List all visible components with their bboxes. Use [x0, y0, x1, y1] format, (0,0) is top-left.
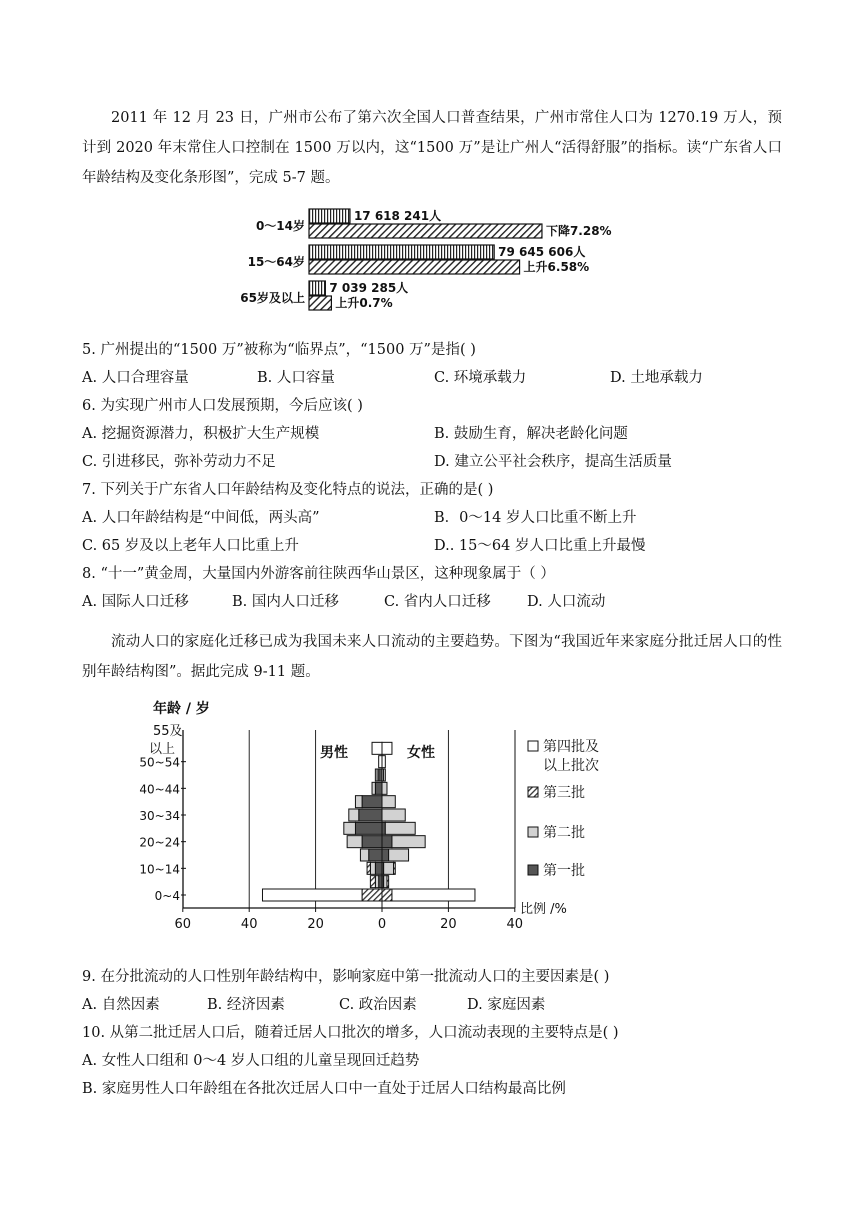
qa-options-row — [82, 451, 782, 473]
bar-female-2-1 — [387, 876, 389, 888]
legend-label-2: 第三批 — [543, 785, 585, 801]
qb-options-row — [82, 994, 782, 1016]
value-label-1: 79 645 606人 — [498, 245, 586, 259]
y-tick-label-55-plus-line2: 以上 — [149, 742, 176, 757]
qa-option-0-3[interactable]: D. 土地承载力 — [610, 370, 703, 386]
bar-male-0-8 — [375, 782, 382, 794]
qa-option-3-2[interactable]: C. 省内人口迁移 — [384, 594, 491, 610]
x-tick-label: 40 — [506, 917, 524, 932]
bar-male-1-8 — [372, 782, 375, 794]
y-axis-title: 年龄 / 岁 — [153, 701, 210, 717]
qa-option-0-0[interactable]: A. 人口合理容量 — [82, 370, 189, 386]
qa-option-2-0[interactable]: A. 人口年龄结构是“中间低，两头高” — [82, 510, 320, 526]
legend-label-3: 第四批及 — [543, 739, 599, 755]
qb-option-0-1[interactable]: B. 经济因素 — [207, 997, 285, 1013]
bar-female-2-0 — [382, 889, 392, 901]
qa-options-row — [82, 591, 782, 613]
qb-option-1-1[interactable]: B. 家庭男性人口年龄组在各批次迁居人口中一直处于迁居人口结构最高比例 — [82, 1081, 566, 1097]
age-structure-bar-chart — [0, 0, 860, 310]
y-tick-label: 20~24 — [139, 835, 180, 850]
bar-male-0-6 — [359, 809, 382, 821]
qa-option-3-0[interactable]: A. 国际人口迁移 — [82, 594, 189, 610]
qa-option-1-3[interactable]: D. 建立公平社会秩序，提高生活质量 — [434, 454, 672, 470]
qb-option-0-3[interactable]: D. 家庭因素 — [467, 997, 546, 1013]
change-bar-0 — [309, 224, 542, 238]
bar-male-0-7 — [362, 796, 382, 808]
qb-options-row — [82, 1078, 782, 1100]
bar-female-1-5 — [385, 822, 415, 834]
bar-male-0-3 — [369, 849, 382, 861]
bar-male-3-0 — [262, 889, 362, 901]
legend-swatch-3 — [528, 741, 538, 751]
y-tick-label: 50~54 — [139, 755, 180, 770]
qb-option-0-0[interactable]: A. 自然因素 — [82, 997, 160, 1013]
legend-swatch-0 — [528, 865, 538, 875]
qa-option-3-3[interactable]: D. 人口流动 — [527, 594, 606, 610]
value-label-2: 7 039 285人 — [329, 281, 409, 295]
legend-swatch-2 — [528, 787, 538, 797]
qa-option-0-1[interactable]: B. 人口容量 — [257, 370, 335, 386]
qa-options-row — [82, 535, 782, 557]
population-bar-0 — [309, 209, 350, 223]
bar-female-1-6 — [382, 809, 405, 821]
qa-option-2-3[interactable]: D.. 15～64 岁人口比重上升最慢 — [434, 538, 646, 554]
category-label-2: 65岁及以上 — [240, 291, 305, 305]
intro-paragraph-2: 流动人口的家庭化迁移已成为我国未来人口流动的主要趋势。下图为“我国近年来家庭分批迁居人口的性别年龄结构图”。据此完成 9-11 题。 — [82, 634, 782, 680]
y-tick-label: 40~44 — [139, 782, 180, 797]
qb-option-1-0[interactable]: A. 女性人口组和 0～4 岁人口组的儿童呈现回迁趋势 — [82, 1053, 420, 1069]
y-tick-label: 0~4 — [154, 889, 180, 903]
qb-question-1: 10. 从第二批迁居人口后，随着迁居人口批次的增多，人口流动表现的主要特点是( ) — [82, 1025, 619, 1041]
qa-option-2-2[interactable]: C. 65 岁及以上老年人口比重上升 — [82, 538, 299, 554]
bar-male-0-2 — [375, 862, 382, 874]
qb-question-0: 9. 在分批流动的人口性别年龄结构中，影响家庭中第一批流动人口的主要因素是( ) — [82, 969, 610, 985]
legend-label-3-line2: 以上批次 — [543, 758, 599, 774]
change-bar-1 — [309, 260, 520, 274]
bar-female-3-9 — [384, 769, 386, 781]
x-tick-label: 40 — [240, 917, 258, 932]
bar-male-1-5 — [344, 822, 356, 834]
x-tick-label: 20 — [440, 917, 457, 932]
y-tick-label: 10~14 — [139, 862, 180, 877]
bar-male-0-4 — [362, 836, 382, 848]
bar-female-1-4 — [392, 836, 425, 848]
legend-label-1: 第二批 — [543, 825, 585, 841]
qa-option-2-1[interactable]: B．0～14 岁人口比重不断上升 — [434, 510, 637, 526]
bar-female-1-8 — [382, 782, 387, 794]
change-label-2: 上升0.7% — [335, 296, 393, 310]
population-bar-1 — [309, 245, 494, 259]
change-label-0: 下降7.28% — [545, 224, 612, 238]
bar-female-3-10 — [382, 756, 385, 768]
female-panel-label: 女性 — [407, 745, 435, 761]
chart2-bars — [262, 742, 474, 901]
bar-male-2-1 — [370, 876, 375, 888]
qa-option-3-1[interactable]: B. 国内人口迁移 — [232, 594, 339, 610]
qa-question-0: 5. 广州提出的“1500 万”被称为“临界点”，“1500 万”是指( ) — [82, 342, 476, 358]
legend-label-0: 第一批 — [543, 863, 585, 879]
bar-female-3-0 — [392, 889, 475, 901]
bar-female-1-2 — [384, 862, 394, 874]
qa-option-1-2[interactable]: C. 引进移民，弥补劳动力不足 — [82, 454, 276, 470]
population-pyramid-chart — [0, 685, 860, 945]
qa-options-row — [82, 423, 782, 445]
x-tick-label: 0 — [377, 917, 387, 932]
bar-male-1-2 — [370, 862, 375, 874]
bar-female-0-4 — [382, 836, 392, 848]
bar-male-1-6 — [349, 809, 359, 821]
change-label-1: 上升6.58% — [523, 260, 590, 274]
legend-swatch-1 — [528, 827, 538, 837]
qa-question-1: 6. 为实现广州市人口发展预期，今后应该( ) — [82, 398, 363, 414]
bar-male-2-2 — [367, 862, 370, 874]
qa-option-1-1[interactable]: B. 鼓励生育，解决老龄化问题 — [434, 426, 628, 442]
qb-options-row — [82, 1050, 782, 1072]
bar-female-0-3 — [382, 849, 389, 861]
bar-male-1-3 — [360, 849, 368, 861]
qb-option-0-2[interactable]: C. 政治因素 — [339, 997, 417, 1013]
chart2-frame — [181, 730, 515, 912]
intro-paragraph-1: 2011 年 12 月 23 日，广州市公布了第六次全国人口普查结果，广州市常住人口为 1270.19 万人，预计到 2020 年末常住人口控制在 1500 万以内，这“1500 万”是让广州人“活得舒服”的指标。读“广东省人口年龄结构及变化条形图”，完成 5-7 题。 — [82, 110, 782, 186]
category-label-0: 0～14岁 — [255, 219, 305, 233]
bar-female-1-7 — [382, 796, 395, 808]
qa-options-row — [82, 507, 782, 529]
bar-female-3-11 — [382, 742, 392, 754]
qa-option-1-0[interactable]: A. 挖掘资源潜力，积极扩大生产规模 — [82, 426, 320, 442]
bar-male-1-4 — [347, 836, 362, 848]
bar-male-3-9 — [375, 769, 377, 781]
qa-question-2: 7. 下列关于广东省人口年龄结构及变化特点的说法，正确的是( ) — [82, 482, 494, 498]
male-panel-label: 男性 — [320, 745, 348, 761]
y-tick-label-55-plus: 55及 — [153, 724, 183, 739]
population-bar-2 — [309, 281, 325, 295]
qa-options-row — [82, 367, 782, 389]
value-label-0: 17 618 241人 — [353, 209, 442, 223]
category-label-1: 15～64岁 — [247, 255, 305, 269]
x-tick-label: 20 — [307, 917, 324, 932]
x-axis-title: 比例 /% — [520, 902, 567, 917]
bar-male-0-5 — [355, 822, 382, 834]
change-bar-2 — [309, 296, 331, 310]
y-tick-label: 30~34 — [139, 809, 180, 823]
bar-female-2-2 — [394, 862, 396, 874]
bar-male-1-7 — [355, 796, 362, 808]
bar-female-1-3 — [389, 849, 409, 861]
qa-option-0-2[interactable]: C. 环境承载力 — [434, 370, 527, 386]
bar-male-3-11 — [372, 742, 382, 754]
x-tick-label: 60 — [174, 917, 192, 932]
qa-question-3: 8. “十一”黄金周，大量国内外游客前往陕西华山景区，这种现象属于（ ） — [82, 566, 555, 582]
bar-male-2-0 — [362, 889, 382, 901]
